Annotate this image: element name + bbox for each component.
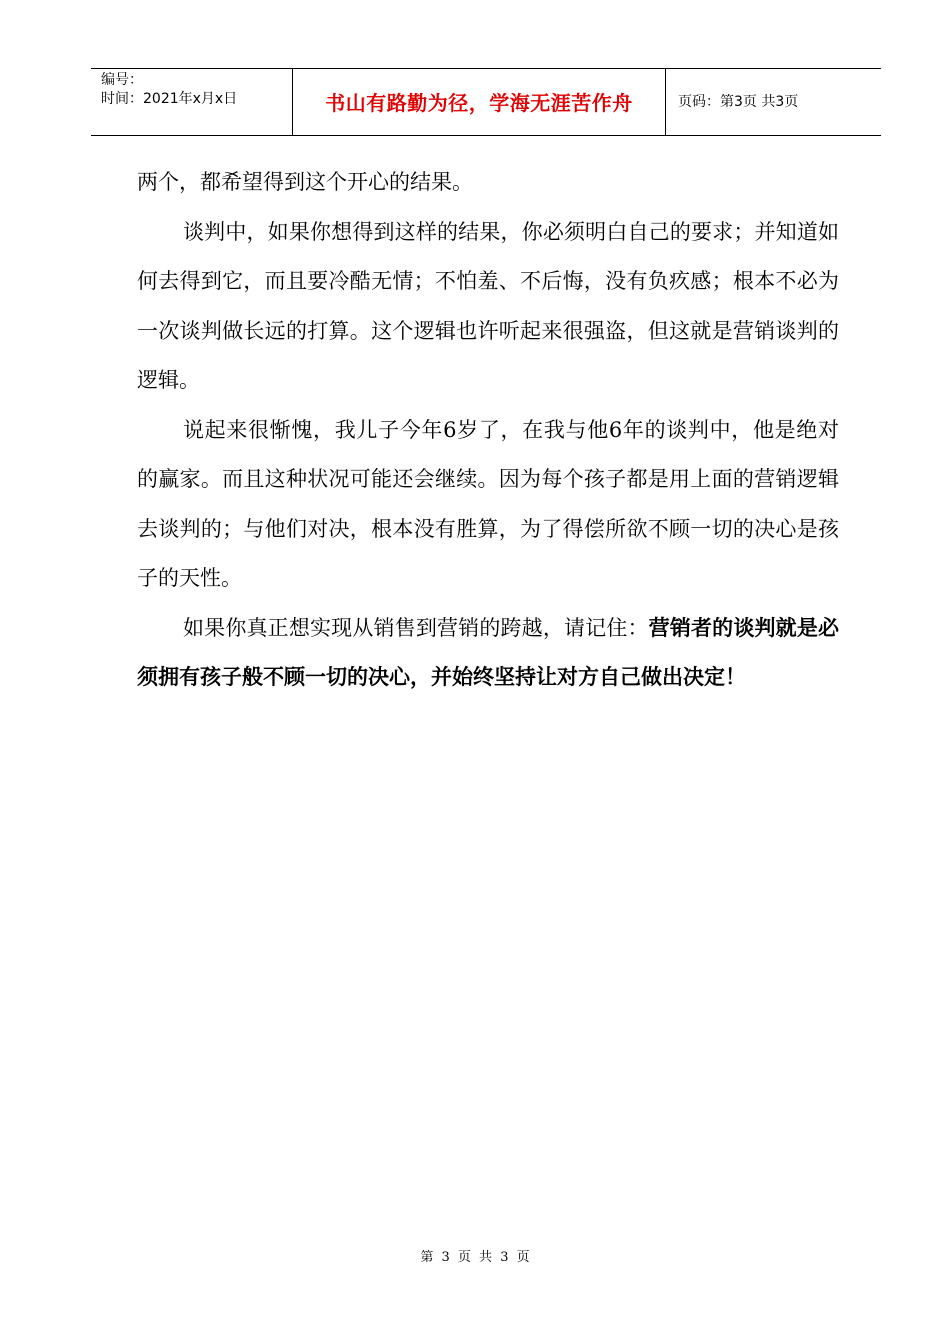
document-header [91,68,881,136]
page-footer [0,1246,950,1265]
header-meta-cell [91,69,293,135]
paragraph-4-bold: 营销者的谈判就是必须拥有孩子般不顾一切的决心，并始终坚持让对方自己做出决定！ [137,615,840,689]
paragraph-4-normal: 如果你真正想实现从销售到营销的跨越，请记住： [183,615,649,640]
number-label: 编号： [101,72,143,88]
time-label: 时间：2021年x月x日 [101,91,238,107]
paragraph-1: 两个，都希望得到这个开心的结果。 [137,170,473,194]
document-body [137,158,839,703]
footer-page-number: 第 3 页 共 3 页 [420,1250,530,1265]
paragraph-4 [137,604,839,703]
header-page-cell [666,69,881,135]
paragraph-2: 谈判中，如果你想得到这样的结果，你必须明白自己的要求；并知道如何去得到它，而且要冷酷无情；不怕羞、不后悔，没有负疚感；根本不必为一次谈判做长远的打算。这个逻辑也许听起来很强盗，但这就是营销谈判的逻辑。 [137,219,839,392]
page-code: 页码：第3页 共3页 [678,94,799,110]
paragraph-3: 说起来很惭愧，我儿子今年6岁了，在我与他6年的谈判中，他是绝对的赢家。而且这种状况可能还会继续。因为每个孩子都是用上面的营销逻辑去谈判的；与他们对决，根本没有胜算，为了得偿所欲不顾一切的决心是孩子的天性。 [137,417,839,590]
header-motto-cell [293,69,666,135]
motto-text: 书山有路勤为径，学海无涯苦作舟 [325,90,633,115]
